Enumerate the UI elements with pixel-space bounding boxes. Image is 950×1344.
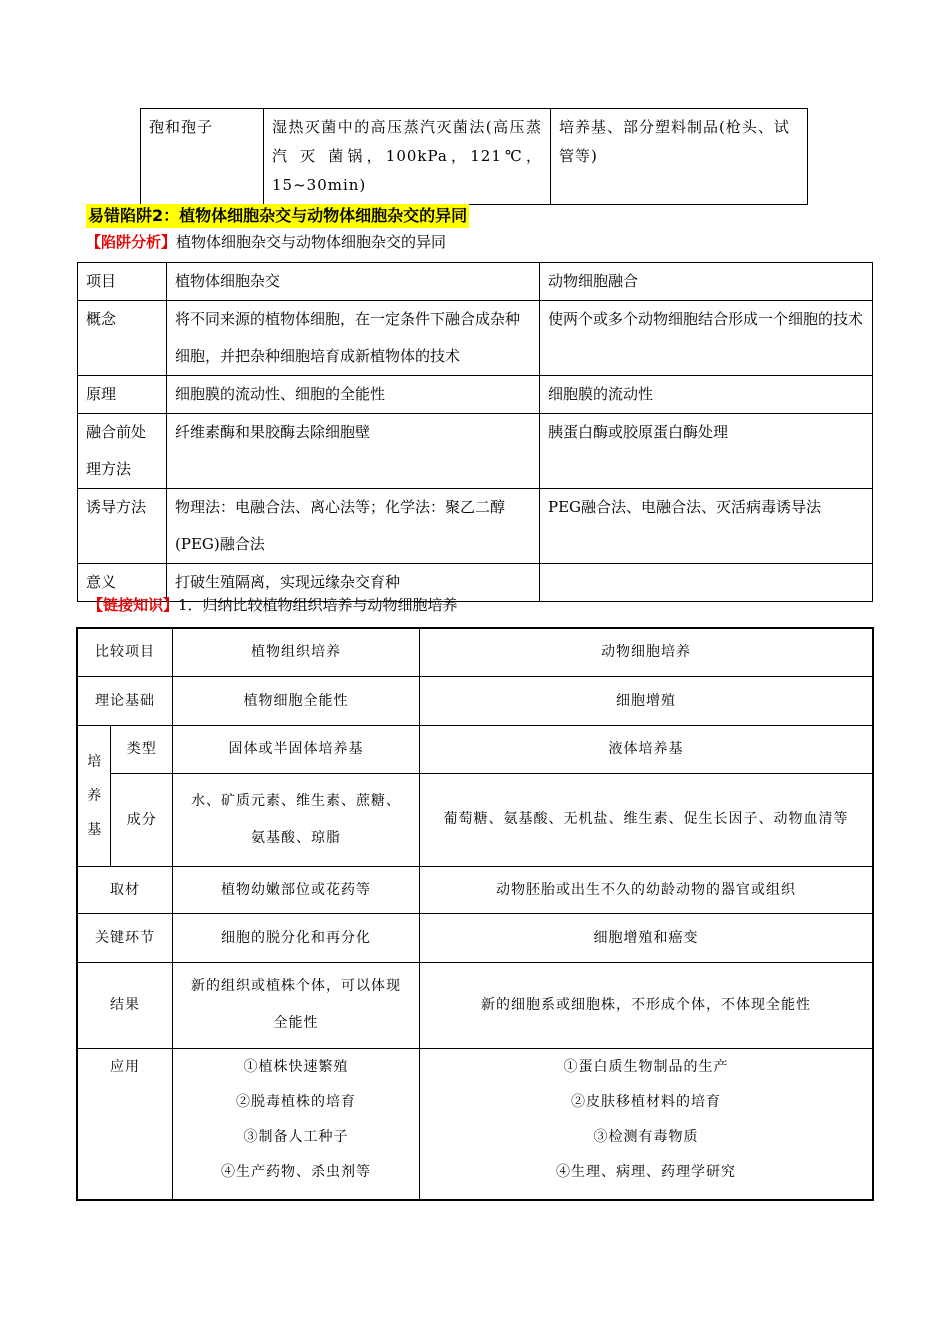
medium-label-cell: [77, 725, 111, 866]
table-cell: 胰蛋白酶或胶原蛋白酶处理: [540, 414, 873, 489]
table-cell: PEG融合法、电融合法、灭活病毒诱导法: [540, 489, 873, 564]
table-row: [77, 725, 873, 773]
table-row: [77, 866, 873, 913]
table-row: [77, 676, 873, 725]
table-cell: 成分: [111, 773, 173, 866]
table-cell: 意义: [78, 564, 167, 602]
header-cell: 项目: [78, 263, 167, 301]
table-cell: 葡萄糖、氨基酸、无机盐、维生素、促生长因子、动物血清等: [420, 773, 874, 866]
table-cell: 细胞的脱分化和再分化: [173, 913, 420, 962]
table-cell: 概念: [78, 301, 167, 376]
table-header-row: [77, 628, 873, 676]
list-item: ④生产药物、杀虫剂等: [221, 1163, 371, 1180]
table-row: [141, 109, 808, 205]
analysis-line: [86, 231, 446, 253]
plant-applications-cell: [173, 1048, 420, 1200]
table-cell: 融合前处理方法: [78, 414, 167, 489]
table-cell: 细胞增殖: [420, 676, 874, 725]
table-cell: 纤维素酶和果胶酶去除细胞壁: [167, 414, 540, 489]
list-item: ①蛋白质生物制品的生产: [563, 1058, 729, 1075]
table-cell: 新的组织或植株个体，可以体现全能性: [173, 962, 420, 1048]
list-item: ③制备人工种子: [243, 1128, 349, 1145]
list-item: ②脱毒植株的培育: [236, 1093, 356, 1110]
table-cell: 液体培养基: [420, 725, 874, 773]
table-cell: 水、矿质元素、维生素、蔗糖、氨基酸、琼脂: [173, 773, 420, 866]
link-knowledge-line: [88, 594, 458, 616]
table-cell: 植物幼嫩部位或花药等: [173, 866, 420, 913]
analysis-tag: 【陷阱分析】: [86, 233, 177, 251]
table-cell: 应用: [77, 1048, 173, 1200]
table-row: [78, 489, 873, 564]
table-row: [77, 913, 873, 962]
table-header-row: [78, 263, 873, 301]
table-cell: 固体或半固体培养基: [173, 725, 420, 773]
header-cell: 植物组织培养: [173, 628, 420, 676]
list-item: ①植株快速繁殖: [243, 1058, 349, 1075]
link-text: 1．归纳比较植物组织培养与动物细胞培养: [178, 596, 458, 614]
animal-applications-cell: [420, 1048, 874, 1200]
table-cell: 类型: [111, 725, 173, 773]
culture-comparison-table: [76, 627, 874, 1201]
table-cell: 物理法：电融合法、离心法等；化学法：聚乙二醇(PEG)融合法: [167, 489, 540, 564]
table-row: [78, 376, 873, 414]
table-cell: 湿热灭菌中的高压蒸汽灭菌法(高压蒸汽 灭 菌锅，100kPa，121℃，15~30min): [264, 109, 551, 205]
table-cell: 使两个或多个动物细胞结合形成一个细胞的技术: [540, 301, 873, 376]
table-row: [78, 301, 873, 376]
header-cell: 动物细胞培养: [420, 628, 874, 676]
table-row: [77, 962, 873, 1048]
header-cell: 植物体细胞杂交: [167, 263, 540, 301]
table-cell: 植物细胞全能性: [173, 676, 420, 725]
table-cell: 原理: [78, 376, 167, 414]
header-cell: 动物细胞融合: [540, 263, 873, 301]
table-cell: 将不同来源的植物体细胞，在一定条件下融合成杂种细胞，并把杂种细胞培育成新植物体的技术: [167, 301, 540, 376]
table-cell: 取材: [77, 866, 173, 913]
table-row: [78, 414, 873, 489]
table-cell: 新的细胞系或细胞株，不形成个体，不体现全能性: [420, 962, 874, 1048]
table-cell: 细胞增殖和癌变: [420, 913, 874, 962]
table-cell: 结果: [77, 962, 173, 1048]
table-cell: 打破生殖隔离，实现远缘杂交育种: [167, 564, 540, 602]
table-row: [77, 1048, 873, 1200]
hybridization-comparison-table: [77, 262, 873, 602]
analysis-text: 植物体细胞杂交与动物体细胞杂交的异同: [176, 233, 447, 251]
table-cell: 理论基础: [77, 676, 173, 725]
section-heading: 易错陷阱2：植物体细胞杂交与动物体细胞杂交的异同: [86, 204, 469, 228]
table-cell: 关键环节: [77, 913, 173, 962]
table-cell: 诱导方法: [78, 489, 167, 564]
table-cell: [540, 564, 873, 602]
list-item: ④生理、病理、药理学研究: [556, 1163, 736, 1180]
sterilization-table: [140, 108, 808, 205]
header-cell: 比较项目: [77, 628, 173, 676]
table-cell: 细胞膜的流动性: [540, 376, 873, 414]
table-row: [77, 773, 873, 866]
list-item: ②皮肤移植材料的培育: [571, 1093, 721, 1110]
medium-label: 培养基: [87, 753, 103, 838]
table-cell: 细胞膜的流动性、细胞的全能性: [167, 376, 540, 414]
link-tag: 【链接知识】: [88, 596, 179, 614]
table-cell: 孢和孢子: [141, 109, 264, 205]
table-cell: 培养基、部分塑料制品(枪头、试管等): [551, 109, 808, 205]
list-item: ③检测有毒物质: [593, 1128, 699, 1145]
table-cell: 动物胚胎或出生不久的幼龄动物的器官或组织: [420, 866, 874, 913]
